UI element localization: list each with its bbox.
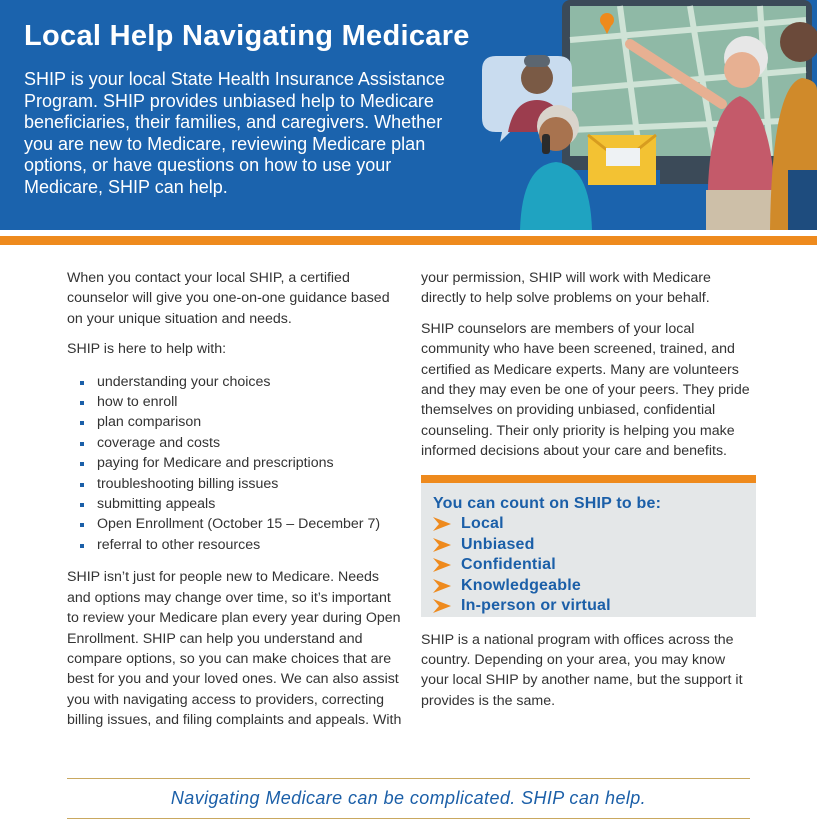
quality-label: Confidential <box>461 556 556 574</box>
quality-label: In-person or virtual <box>461 597 611 615</box>
quality-item <box>433 555 744 576</box>
list-item: understanding your choices <box>79 372 402 392</box>
right-paragraph-2: SHIP counselors are members of your local community who have been screened, trained, and certified as Medicare experts. Many are volunteers and they may even be one of your peers. They pride themselves on providing unbiased, confidential counseling. Their only priority is helping you make informed decisions about your care and benefits. <box>421 320 750 460</box>
left-paragraph-1: When you contact your local SHIP, a certified counselor will give you one-on-one guidance based on your unique situation and needs. <box>67 270 390 327</box>
list-item: troubleshooting billing issues <box>79 474 402 494</box>
ship-qualities-callout <box>421 475 756 617</box>
header-intro: SHIP is your local State Health Insurance Assistance Program. SHIP provides unbiased help to Medicare beneficiaries, their families, and caregivers. Whether you are new to Medicare, reviewing Medicare plan options, or have questions on how to use your Medicare, SHIP can help. <box>24 69 445 197</box>
list-item: referral to other resources <box>79 535 402 555</box>
quality-item <box>433 576 744 597</box>
right-paragraph-1: your permission, SHIP will work with Medicare directly to help solve problems on your behalf. <box>421 270 711 307</box>
list-item: how to enroll <box>79 392 402 412</box>
header-divider-orange <box>0 236 817 245</box>
qualities-list <box>433 514 744 617</box>
footer-divider-top <box>67 778 750 779</box>
help-list <box>67 372 402 556</box>
quality-item <box>433 596 744 617</box>
chevron-right-icon <box>433 538 451 552</box>
footer-tagline: Navigating Medicare can be complicated. SHIP can help. <box>170 788 647 808</box>
quality-label: Knowledgeable <box>461 576 581 594</box>
header-banner <box>0 0 817 230</box>
quality-item <box>433 514 744 535</box>
quality-label: Unbiased <box>461 535 535 553</box>
chevron-right-icon <box>433 558 451 572</box>
footer-divider-bottom <box>67 818 750 819</box>
chevron-right-icon <box>433 579 451 593</box>
right-paragraph-3: SHIP is a national program with offices across the country. Depending on your area, you may know your local SHIP by another name, but the support it provides is the same. <box>421 631 743 709</box>
list-item: Open Enrollment (October 15 – December 7) <box>79 514 402 534</box>
right-column <box>421 268 756 711</box>
quality-item <box>433 535 744 556</box>
left-paragraph-3: SHIP isn’t just for people new to Medicare. Needs and options may change over time, so it’s important to review your Medicare plan every year during Open Enrollment. SHIP can help you understand and compare options, so you can make choices that are best for you and your loved ones. We can also assist you with navigating access to providers, correcting billing issues, and filing complaints and appeals. With <box>67 569 402 729</box>
list-item: submitting appeals <box>79 494 402 514</box>
list-item: paying for Medicare and prescriptions <box>79 453 402 473</box>
chevron-right-icon <box>433 517 451 531</box>
list-item: plan comparison <box>79 412 402 432</box>
page-title: Local Help Navigating Medicare <box>24 20 470 52</box>
quality-label: Local <box>461 515 504 533</box>
seniors-map-illustration <box>470 0 817 230</box>
left-column <box>67 268 402 731</box>
list-item: coverage and costs <box>79 433 402 453</box>
help-intro: SHIP is here to help with: <box>67 341 227 358</box>
chevron-right-icon <box>433 599 451 613</box>
callout-title: You can count on SHIP to be: <box>433 494 662 512</box>
